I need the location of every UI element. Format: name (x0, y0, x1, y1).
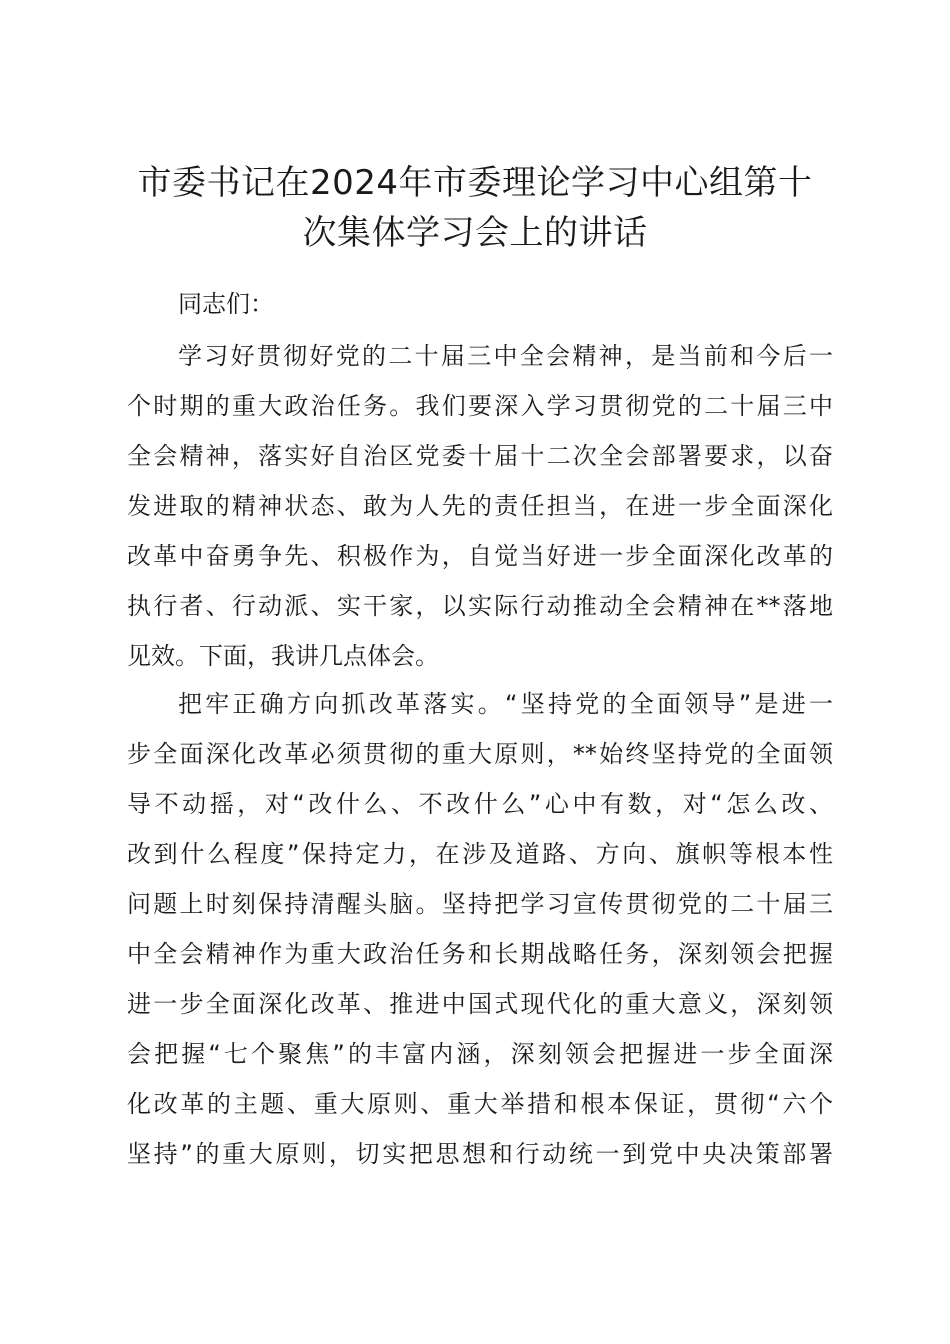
text-line: 学习好贯彻好党的二十届三中全会精神，是当前和今后一 (178, 342, 833, 370)
title-line: 次集体学习会上的讲话 (302, 213, 648, 253)
text-line: 执行者、行动派、实干家，以实际行动推动全会精神在**落地 (127, 592, 833, 620)
body-paragraph (127, 331, 833, 681)
text-line: 改到什么程度”保持定力，在涉及道路、方向、旗帜等根本性 (127, 840, 833, 868)
text-line: 会把握“七个聚焦”的丰富内涵，深刻领会把握进一步全面深 (127, 1040, 833, 1068)
salutation: 同志们： (178, 290, 274, 318)
text-line: 中全会精神作为重大政治任务和长期战略任务，深刻领会把握 (127, 940, 833, 968)
text-line: 坚持”的重大原则，切实把思想和行动统一到党中央决策部署 (127, 1140, 833, 1168)
text-line: 个时期的重大政治任务。我们要深入学习贯彻党的二十届三中 (127, 392, 833, 420)
text-line: 发进取的精神状态、敢为人先的责任担当，在进一步全面深化 (127, 492, 833, 520)
text-line: 改革中奋勇争先、积极作为，自觉当好进一步全面深化改革的 (127, 542, 833, 570)
title-line: 市委书记在2024年市委理论学习中心组第十 (137, 163, 813, 203)
text-line: 把牢正确方向抓改革落实。“坚持党的全面领导”是进一 (178, 690, 833, 718)
text-line: 化改革的主题、重大原则、重大举措和根本保证，贯彻“六个 (127, 1090, 833, 1118)
text-line: 全会精神，落实好自治区党委十届十二次全会部署要求，以奋 (127, 442, 833, 470)
text-line: 导不动摇，对“改什么、不改什么”心中有数，对“怎么改、 (127, 790, 833, 818)
text-line: 进一步全面深化改革、推进中国式现代化的重大意义，深刻领 (127, 990, 833, 1018)
document-title (110, 158, 840, 258)
text-line: 步全面深化改革必须贯彻的重大原则，**始终坚持党的全面领 (127, 740, 833, 768)
text-line: 问题上时刻保持清醒头脑。坚持把学习宣传贯彻党的二十届三 (127, 890, 833, 918)
text-line: 见效。下面，我讲几点体会。 (127, 642, 439, 670)
body-paragraph (127, 679, 833, 1179)
